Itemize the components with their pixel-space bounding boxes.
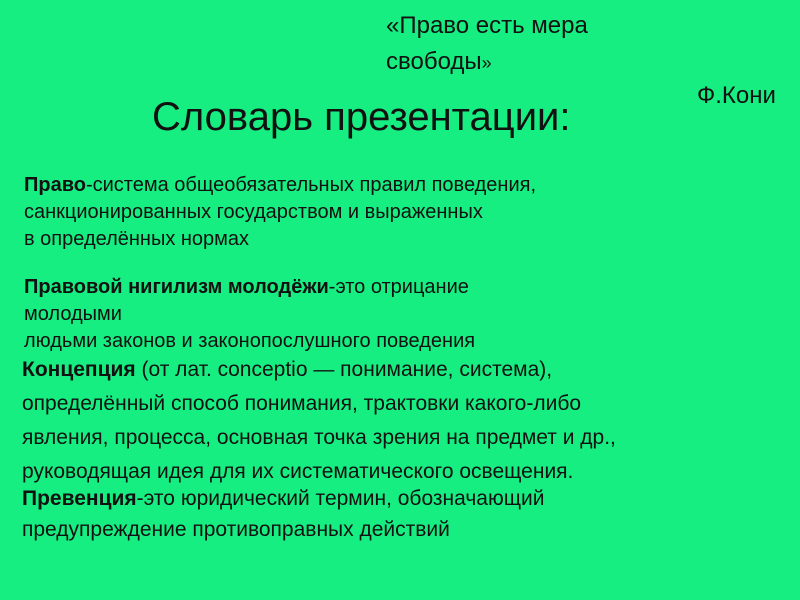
definition-text: определённый способ понимания, трактовки какого-либо — [22, 392, 582, 415]
definition-prevention — [22, 483, 762, 545]
definition-text: -система общеобязательных правил поведения, — [85, 174, 537, 196]
quote-line-2: свободы — [386, 48, 482, 75]
definition-legal-nihilism — [24, 274, 664, 355]
quote-line-1: «Право есть мера — [386, 12, 588, 39]
definition-text: в определённых нормах — [24, 228, 250, 250]
term-name: Превенция — [22, 487, 137, 510]
definition-text: предупреждение противоправных действий — [22, 518, 450, 541]
definition-text: -это отрицание — [328, 276, 469, 298]
slide-title: Словарь презентации: — [152, 95, 571, 139]
definition-text: -это юридический термин, обозначающий — [136, 487, 545, 510]
quote-author: Ф.Кони — [697, 82, 776, 109]
term-name: Правовой нигилизм молодёжи — [24, 276, 329, 298]
quote-close-mark: » — [481, 53, 492, 73]
term-name: Право — [24, 174, 86, 196]
definition-text: руководящая идея для их систематического освещения. — [22, 460, 574, 483]
definition-concept — [22, 353, 800, 489]
epigraph-quote — [386, 8, 686, 81]
definition-text: молодыми — [24, 303, 122, 325]
definition-text: людьми законов и законопослушного поведения — [24, 330, 476, 352]
definition-text: санкционированных государством и выраженных — [24, 201, 483, 223]
definition-pravo — [24, 172, 724, 253]
definition-text: явления, процесса, основная точка зрения на предмет и др., — [22, 426, 616, 449]
term-name: Концепция — [22, 358, 136, 381]
definition-text: (от лат. conceptio — понимание, система), — [135, 358, 553, 381]
